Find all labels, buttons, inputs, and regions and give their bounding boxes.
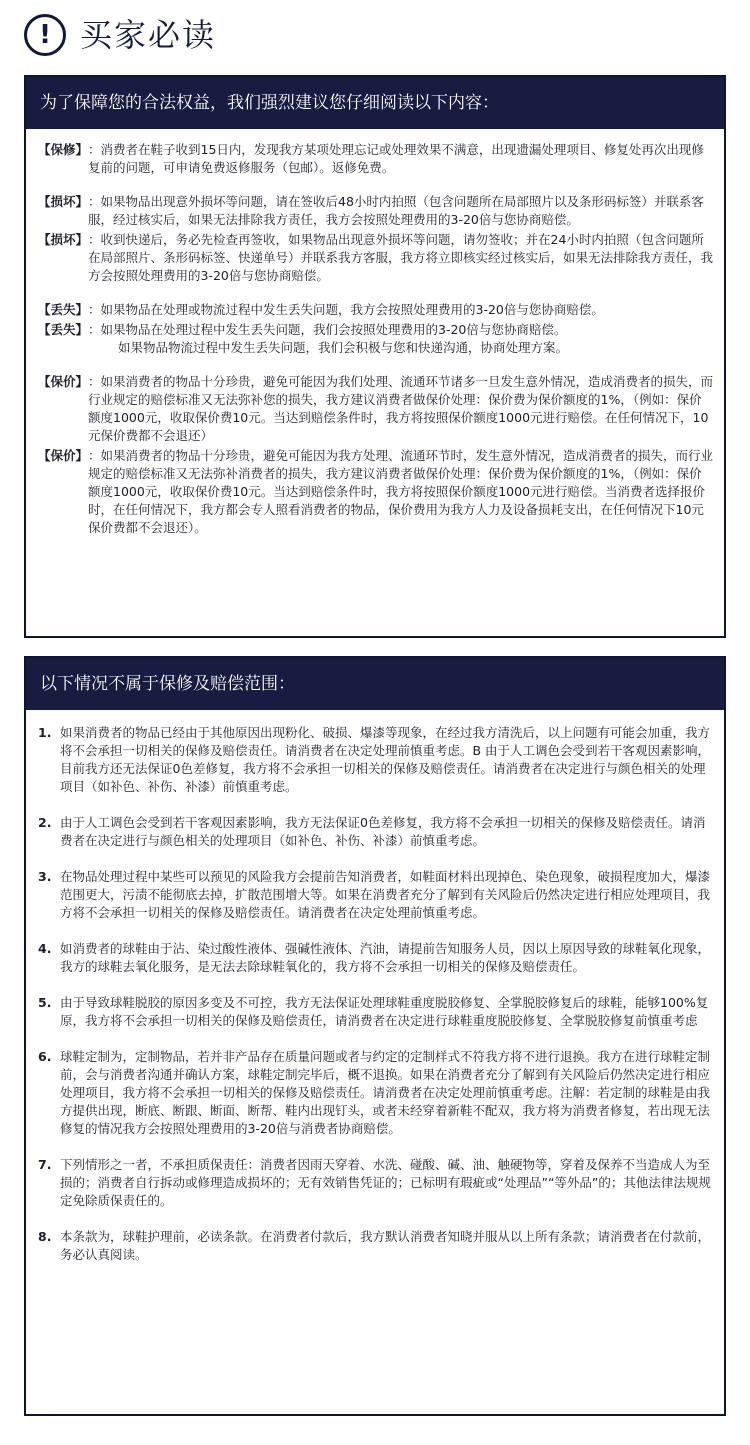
item-number: 7. xyxy=(38,1157,52,1172)
entry-text: ：如果消费者的物品十分珍贵，避免可能因为我们处理、流通环节诸多一旦发生意外情况，造成消费者的损失，而行业规定的赔偿标准又无法弥补您的损失，我方建议消费者做保价处理：保价费为保价额度的1%，（例如：保价额度1000元，收取保价费10元。当达到赔偿条件时，我方将按照保价额度1000元进行赔偿。在任何情况下，10元保价费都不会退还） xyxy=(88,374,714,443)
exclamation-icon: ! xyxy=(24,14,66,56)
loss-entry-extra: 如果物品物流过程中发生丢失问题，我们会积极与您和快递沟通，协商处理方案。 xyxy=(118,340,569,355)
exclusion-item xyxy=(38,814,714,850)
item-text: 在物品处理过程中某些可以预见的风险我方会提前告知消费者，如鞋面材料出现掉色、染色现象，破损程度加大，爆漆范围更大，污渍不能彻底去掉，扩散范围增大等。如果在消费者充分了解到有关风险后仍然决定进行相应处理项目，我方将不会承担一切相关的保修及赔偿责任。请消费者在决定处理前慎重考虑。 xyxy=(60,869,711,920)
item-text: 本条款为，球鞋护理前，必读条款。在消费者付款后，我方默认消费者知晓并服从以上所有条款；请消费者在付款前，务必认真阅读。 xyxy=(60,1229,711,1262)
item-number: 6. xyxy=(38,1049,52,1064)
item-number: 4. xyxy=(38,941,52,956)
exclusion-item xyxy=(38,724,714,796)
item-text: 由于人工调色会受到若干客观因素影响，我方无法保证0色差修复，我方将不会承担一切相关的保修及赔偿责任。请消费者在决定进行与颜色相关的处理项目（如补色、补伤、补漆）前慎重考虑。 xyxy=(60,815,706,848)
item-number: 8. xyxy=(38,1229,52,1244)
guarantee-heading: 为了保障您的合法权益，我们强烈建议您仔细阅读以下内容： xyxy=(26,77,724,129)
page-header xyxy=(0,0,750,75)
entry-tag: 【丢失】 xyxy=(38,322,89,337)
entry-text: ：收到快递后，务必先检查再签收，如果物品出现意外损坏等问题，请勿签收；并在24小时内拍照（包含问题所在局部照片、条形码标签、快递单号）并联系我方客服，我方将立即核实经过核实后，如果无法排除我方责任，我方会按照处理费用的3-20倍与您协商赔偿。 xyxy=(88,232,714,283)
item-number: 2. xyxy=(38,815,52,830)
entry-text: ：消费者在鞋子收到15日内，发现我方某项处理忘记或处理效果不满意，出现遗漏处理项目、修复处再次出现修复前的问题，可申请免费返修服务（包邮）。返修免费。 xyxy=(88,142,704,175)
entry-text: ：如果消费者的物品十分珍贵，避免可能因为我方处理、流通环节时，发生意外情况，造成消费者的损失，而行业规定的赔偿标准又无法弥补消费者的损失，我方建议消费者做保价处理：保价费为保价额度的1%，（例如：保价额度1000元，收取保价费10元。当达到赔偿条件时，我方将按照保价额度1000元进行赔偿。当消费者选择报价时，在任何情况下，我方都会专人照看消费者的物品，保价费用为我方人力及设备损耗支出，在任何情况下10元保价费都不会退还）。 xyxy=(88,448,714,535)
exclusion-item xyxy=(38,1228,714,1264)
entry-tag: 【保修】 xyxy=(38,142,89,157)
warranty-entry xyxy=(38,141,714,177)
loss-entry xyxy=(38,301,714,319)
item-text: 下列情形之一者，不承担质保责任：消费者因雨天穿着、水洗、碰酸、碱、油、触硬物等，穿着及保养不当造成人为至损的；消费者自行拆动或修理造成损坏的；无有效销售凭证的；已标明有瑕疵或“处理品”“等外品”的；其他法律法规规定免除质保责任的。 xyxy=(60,1157,711,1208)
insurance-entry xyxy=(38,373,714,445)
entry-text: ：如果物品在处理过程中发生丢失问题，我们会按照处理费用的3-20倍与您协商赔偿。 xyxy=(88,322,567,337)
entry-tag: 【保价】 xyxy=(38,448,89,463)
item-text: 由于导致球鞋脱胶的原因多变及不可控，我方无法保证处理球鞋重度脱胶修复、全掌脱胶修复后的球鞋，能够100%复原，我方将不会承担一切相关的保修及赔偿责任，请消费者在决定进行球鞋重度脱胶修复、全掌脱胶修复前慎重考虑 xyxy=(60,995,709,1028)
damage-entry xyxy=(38,231,714,285)
exclusion-item xyxy=(38,1048,714,1138)
guarantee-panel xyxy=(24,75,726,638)
item-number: 3. xyxy=(38,869,52,884)
entry-tag: 【损坏】 xyxy=(38,194,89,209)
item-number: 5. xyxy=(38,995,52,1010)
exclusion-item xyxy=(38,868,714,922)
damage-entry xyxy=(38,193,714,229)
entry-text: ：如果物品在处理或物流过程中发生丢失问题，我方会按照处理费用的3-20倍与您协商赔偿。 xyxy=(88,302,604,317)
guarantee-body xyxy=(26,129,724,537)
item-text: 球鞋定制为，定制物品，若并非产品存在质量问题或者与约定的定制样式不符我方将不进行退换。我方在进行球鞋定制前，会与消费者沟通并确认方案，球鞋定制完毕后，概不退换。如果在消费者充分了解到有关风险后仍然决定进行相应处理项目，我方将不会承担一切相关的保修及赔偿责任。请消费者在决定处理前慎重考虑。注解：若定制的球鞋是由我方提供出现，断底、断跟、断面、断帮、鞋内出现钉头，或者未经穿着新鞋不配双，我方将为消费者修复，若出现无法修复的情况我方会按照处理费用的3-20倍与消费者协商赔偿。 xyxy=(60,1049,711,1136)
item-text: 如消费者的球鞋由于沾、染过酸性液体、强碱性液体、汽油，请提前告知服务人员，因以上原因导致的球鞋氧化现象，我方的球鞋去氧化服务，是无法去除球鞋氧化的，我方将不会承担一切相关的保修及赔偿责任。 xyxy=(60,941,711,974)
entry-tag: 【丢失】 xyxy=(38,302,89,317)
exclusions-body xyxy=(26,710,724,1264)
exclusion-item xyxy=(38,1156,714,1210)
loss-entry xyxy=(38,321,714,339)
exclusions-panel xyxy=(24,656,726,1416)
exclusions-heading: 以下情况不属于保修及赔偿范围： xyxy=(26,658,724,710)
entry-tag: 【保价】 xyxy=(38,374,89,389)
page-title: 买家必读 xyxy=(80,16,217,54)
item-number: 1. xyxy=(38,725,52,740)
exclusion-item xyxy=(38,940,714,976)
exclusion-item xyxy=(38,994,714,1030)
item-text: 如果消费者的物品已经由于其他原因出现粉化、破损、爆漆等现象，在经过我方清洗后，以上问题有可能会加重，我方将不会承担一切相关的保修及赔偿责任。请消费者在决定处理前慎重考虑。B 由于人工调色会受到若干客观因素影响，目前我方还无法保证0色差修复，我方将不会承担一切相关的保修及赔偿责任。请消费者在决定进行与颜色相关的处理项目（如补色、补伤、补漆）前慎重考虑。 xyxy=(60,725,711,794)
entry-text: ：如果物品出现意外损坏等问题，请在签收后48小时内拍照（包含问题所在局部照片以及条形码标签）并联系客服，经过核实后，如果无法排除我方责任，我方会按照处理费用的3-20倍与您协商赔偿。 xyxy=(88,194,704,227)
entry-tag: 【损坏】 xyxy=(38,232,89,247)
insurance-entry xyxy=(38,447,714,537)
